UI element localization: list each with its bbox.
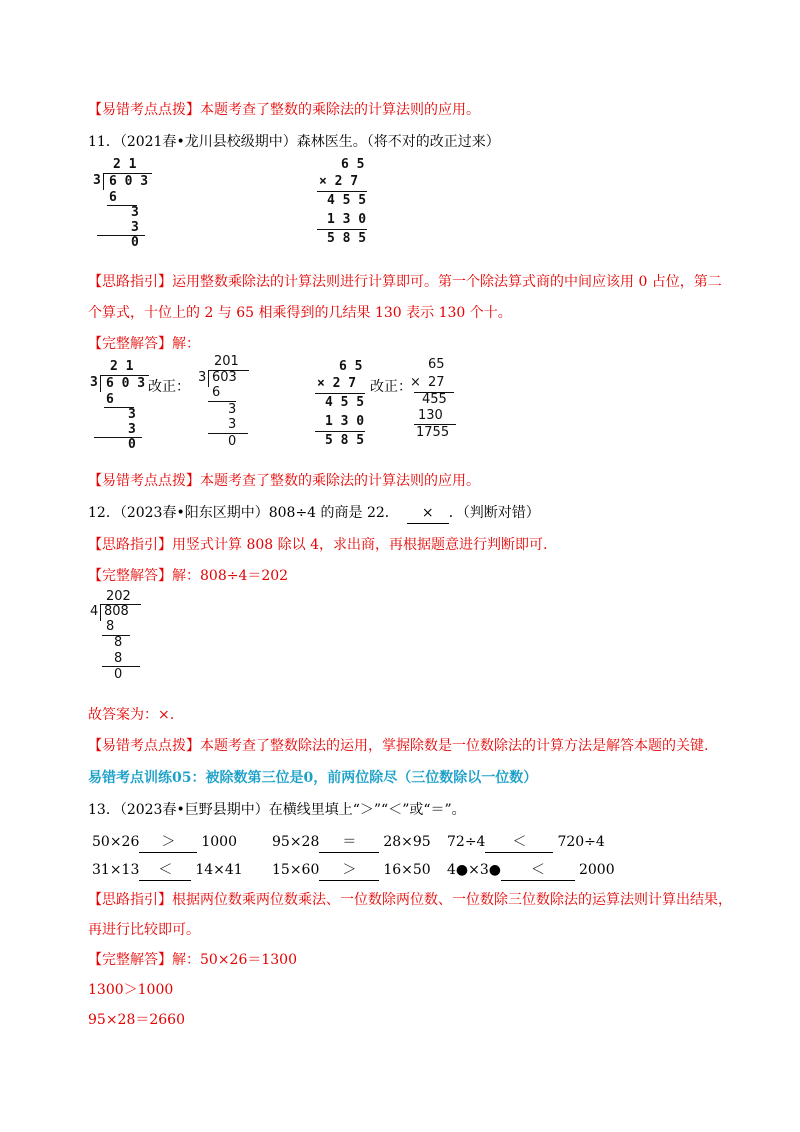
quotient: 201 (214, 354, 239, 369)
comparison-item (92, 860, 243, 881)
q12-tip (88, 736, 708, 756)
q12-conclusion: 故答案为：×. (88, 707, 175, 723)
step-1: 6 (212, 385, 221, 400)
step-4: 0 (128, 437, 136, 452)
partial-1: 4 5 5 (327, 193, 367, 208)
step-2: 3 (131, 205, 139, 220)
divisor: 3 (90, 375, 98, 390)
comparison-sign: ＞ (319, 860, 379, 881)
factor-a: 6 5 (339, 359, 363, 374)
question-source: （2023春•阳东区期中） (119, 505, 269, 521)
thinking-text: 运用整数乘除法的计算法则进行计算即可。第一个除法算式商的中间应该用 0 占位，第二 (172, 274, 722, 290)
q12-answer (88, 566, 288, 586)
thinking-label: 【思路指引】 (88, 892, 172, 908)
q12-header (88, 503, 540, 524)
q13-line-2: 1300＞1000 (88, 982, 174, 998)
fix-label: 改正： (148, 379, 190, 395)
question-tail: ．（判断对错） (448, 505, 540, 521)
comparison-item (92, 832, 237, 853)
fixed-division (198, 355, 258, 447)
question-text: 808÷4 的商是 22． (268, 505, 399, 521)
comparison-left: 50×26 (92, 834, 140, 850)
q13-thinking-1 (88, 890, 732, 910)
q11-thinking-2: 个算式，十位上的 2 与 65 相乘得到的几结果 130 表示 130 个十。 (88, 305, 512, 321)
factor-b: 27 (428, 375, 445, 390)
question-number: 13． (88, 802, 120, 818)
q11-tip (88, 471, 480, 491)
tip-label: 【易错考点点拨】 (88, 473, 200, 489)
step-3: 8 (114, 651, 123, 666)
partial-1: 455 (422, 392, 447, 407)
divisor: 4 (90, 604, 99, 619)
comparison-item (272, 860, 431, 881)
tip-label: 【易错考点点拨】 (88, 738, 200, 754)
multiply-sign: × (410, 375, 421, 390)
quotient: 2 1 (110, 359, 134, 374)
answer-label: 【完整解答】 (88, 336, 172, 352)
factor-a: 6 5 (341, 157, 365, 172)
comparison-item (272, 832, 431, 853)
original-multiplication (313, 360, 373, 452)
partial-2: 1 3 0 (327, 212, 367, 227)
comparison-right: 14×41 (195, 862, 243, 878)
comparison-item (447, 832, 605, 853)
q13-thinking-2: 再进行比较即可。 (88, 922, 200, 938)
answer-text: 解：808÷4＝202 (172, 568, 289, 584)
tip-text: 本题考查了整数除法的运用，掌握除数是一位数除法的计算方法是解答本题的关键. (200, 738, 709, 754)
comparison-left: 72÷4 (447, 834, 486, 850)
rule (317, 191, 367, 192)
step-1: 6 (106, 392, 114, 407)
answer-text: 解：50×26＝1300 (172, 952, 297, 968)
answer-prefix: 解： (172, 336, 200, 352)
dividend: 808 (104, 604, 129, 619)
factor-b: × 2 7 (319, 174, 359, 189)
partial-2: 1 3 0 (325, 414, 365, 429)
comparison-sign: ＜ (501, 860, 575, 881)
comparison-right: 16×50 (383, 862, 431, 878)
section-title: 易错考点训练05：被除数第三位是0，前两位除尽（三位数除以一位数） (88, 770, 538, 786)
comparison-right: 720÷4 (557, 834, 605, 850)
tip-label: 【易错考点点拨】 (88, 102, 200, 118)
original-division (90, 360, 150, 452)
q13-header (88, 800, 466, 820)
fixed-multiplication (410, 358, 470, 450)
tip-text: 本题考查了整数的乘除法的计算法则的应用。 (200, 102, 480, 118)
thinking-label: 【思路指引】 (88, 537, 172, 553)
step-3: 3 (131, 220, 139, 235)
divisor: 3 (198, 370, 207, 385)
tip-text: 本题考查了整数的乘除法的计算法则的应用。 (200, 473, 480, 489)
comparison-left: 15×60 (272, 862, 320, 878)
step-3: 3 (228, 417, 237, 432)
product: 5 8 5 (325, 433, 365, 448)
question-number: 12． (88, 505, 120, 521)
product: 1755 (416, 425, 450, 440)
step-3: 3 (128, 422, 136, 437)
wrong-division (93, 158, 153, 250)
question-text: 森林医生。（将不对的改正过来） (296, 134, 500, 150)
comparison-sign: ＝ (319, 832, 379, 853)
comparison-right: 28×95 (383, 834, 431, 850)
q12-division (90, 590, 150, 685)
partial-1: 4 5 5 (325, 395, 365, 410)
step-1: 6 (109, 190, 117, 205)
dividend: 6 0 3 (106, 376, 146, 391)
comparison-sign: ＜ (139, 860, 191, 881)
quotient: 202 (106, 589, 131, 604)
answer-label: 【完整解答】 (88, 952, 172, 968)
answer-blank: × (407, 503, 449, 524)
q12-thinking (88, 535, 547, 555)
q13-answer (88, 950, 297, 970)
step-2: 3 (228, 402, 237, 417)
question-number: 11． (88, 134, 120, 150)
comparison-right: 1000 (201, 834, 237, 850)
q11-header (88, 132, 500, 152)
rule (315, 393, 365, 394)
dividend: 6 0 3 (109, 174, 149, 189)
thinking-text: 根据两位数乘两位数乘法、一位数除两位数、一位数除三位数除法的运算法则计算出结果， (172, 892, 732, 908)
step-2: 3 (128, 407, 136, 422)
answer-label: 【完整解答】 (88, 568, 172, 584)
rule (317, 229, 367, 230)
thinking-text: 用竖式计算 808 除以 4，求出商，再根据题意进行判断即可. (172, 537, 548, 553)
step-4: 0 (131, 235, 139, 250)
rule (315, 431, 365, 432)
comparison-left: 95×28 (272, 834, 320, 850)
dividend: 603 (212, 370, 237, 385)
comparison-left: 4●×3● (447, 862, 501, 878)
step-4: 0 (228, 434, 237, 449)
comparison-sign: ＞ (139, 832, 197, 853)
q11-thinking-1 (88, 272, 722, 292)
step-1: 8 (106, 619, 115, 634)
step-4: 0 (114, 667, 123, 682)
comparison-left: 31×13 (92, 862, 140, 878)
q11-answer (88, 334, 200, 354)
question-text: 在横线里填上“＞”“＜”或“＝”。 (268, 802, 466, 818)
thinking-label: 【思路指引】 (88, 274, 172, 290)
factor-a: 65 (428, 357, 445, 372)
partial-2: 130 (418, 408, 443, 423)
wrong-multiplication (315, 158, 375, 250)
q10-tip (88, 100, 480, 120)
product: 5 8 5 (327, 231, 367, 246)
factor-b: × 2 7 (317, 376, 357, 391)
question-source: （2023春•巨野县期中） (119, 802, 269, 818)
comparison-sign: ＜ (485, 832, 553, 853)
divisor: 3 (93, 173, 101, 188)
fix-label: 改正： (370, 379, 412, 395)
comparison-right: 2000 (578, 862, 615, 878)
step-2: 8 (114, 635, 123, 650)
comparison-item (447, 860, 615, 881)
q13-line-3: 95×28＝2660 (88, 1012, 185, 1028)
question-source: （2021春•龙川县校级期中） (119, 134, 297, 150)
quotient: 2 1 (113, 157, 137, 172)
